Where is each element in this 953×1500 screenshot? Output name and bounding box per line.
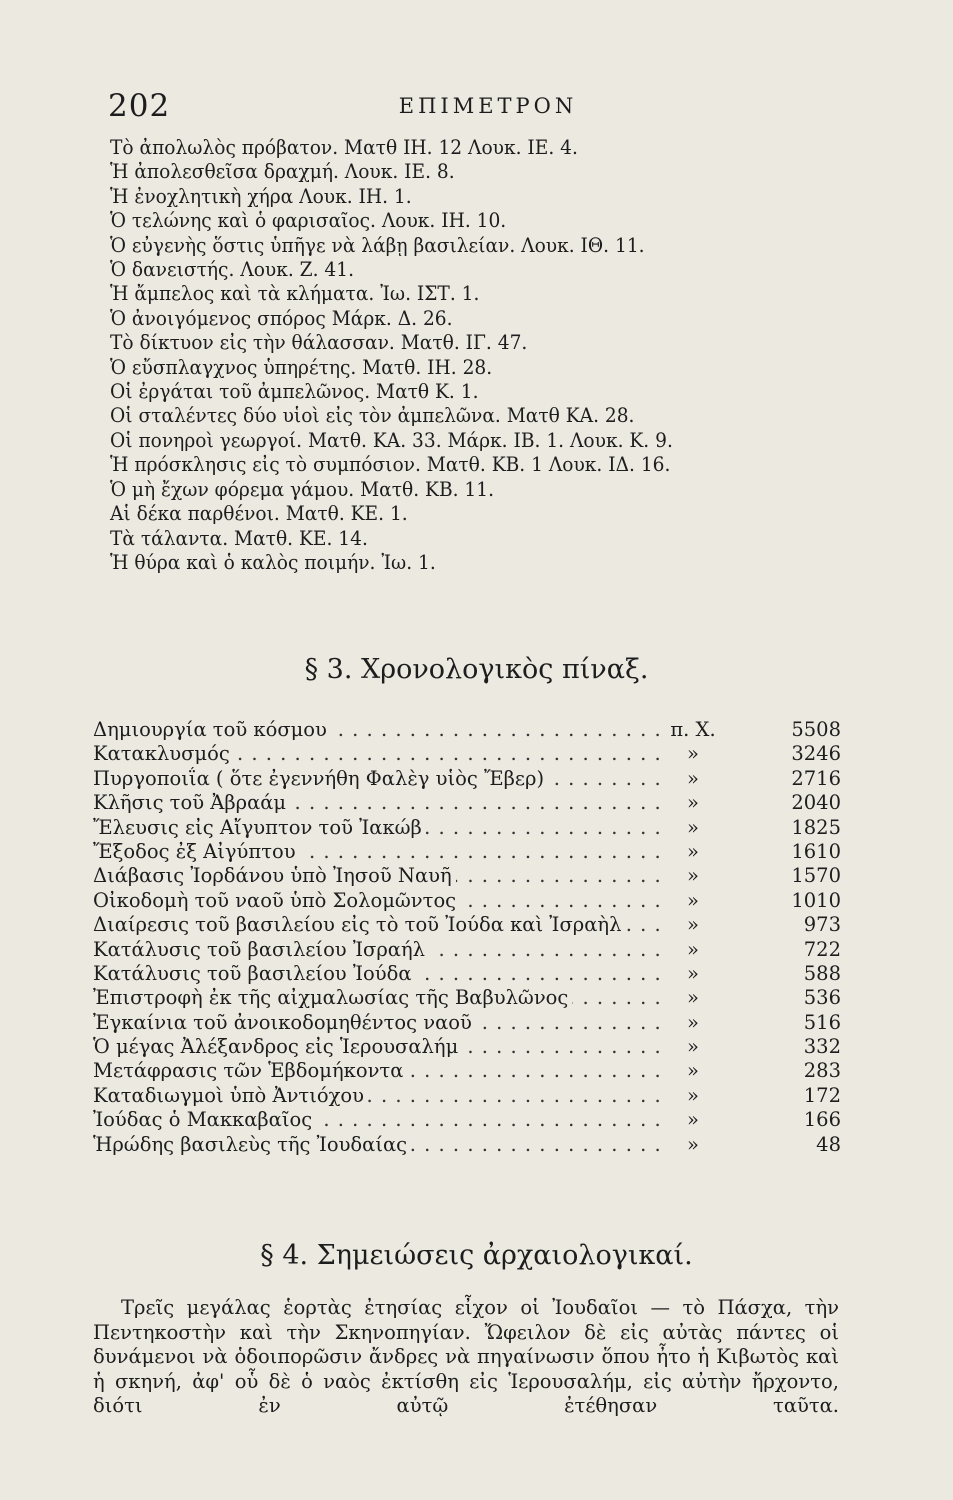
chronology-year: 283	[803, 1059, 841, 1083]
chronology-event-label: Διαίρεσις τοῦ βασιλείου εἰς τὸ τοῦ Ἰούδα καὶ Ἰσραὴλ	[93, 913, 625, 936]
chronology-era: »	[687, 1010, 699, 1034]
chronology-row	[93, 986, 841, 1010]
reference-line: Ἡ ἐνοχλητικὴ χήρα Λουκ. ΙΗ. 1.	[110, 183, 412, 208]
chronology-era: »	[687, 815, 699, 839]
chronology-era: »	[687, 1108, 699, 1132]
reference-line: Ὁ μὴ ἔχων φόρεμα γάμου. Ματθ. ΚΒ. 11.	[110, 476, 495, 501]
chronology-event-label: Ἐπιστροφὴ ἐκ τῆς αἰχμαλωσίας τῆς Βαβυλῶνος	[93, 986, 572, 1009]
chronology-event-label: Δημιουργία τοῦ κόσμου	[93, 718, 331, 741]
chronology-event	[93, 742, 665, 765]
chronology-event-label: Μετάφρασις τῶν Ἑβδομήκοντα	[93, 1059, 407, 1082]
chronology-event	[93, 938, 665, 961]
archaeological-notes	[93, 1296, 839, 1419]
chronological-table	[93, 718, 841, 1157]
chronology-event	[93, 1108, 665, 1131]
chronology-event-label: Ἰούδας ὁ Μακκαβαῖος	[93, 1108, 316, 1131]
chronology-era: »	[687, 888, 699, 912]
chronology-year: 1570	[791, 864, 841, 888]
chronology-year: 536	[803, 986, 841, 1010]
chronology-event	[93, 962, 665, 985]
reference-line: Οἱ πονηροὶ γεωργοί. Ματθ. ΚΑ. 33. Μάρκ. ΙΒ. 1. Λουκ. Κ. 9.	[110, 427, 673, 452]
chronology-year: 588	[803, 961, 841, 985]
chronology-year: 1010	[791, 888, 841, 912]
chronology-year: 2040	[791, 791, 841, 815]
chronology-year: 1825	[791, 815, 841, 839]
chronology-row	[93, 1059, 841, 1083]
chronology-event	[93, 840, 665, 863]
chronology-event-label: Κλῆσις τοῦ Ἀβραάμ	[93, 791, 290, 814]
chronology-event-label: Καταδιωγμοὶ ὑπὸ Ἀντιόχου	[93, 1084, 368, 1107]
chronology-event	[93, 1059, 665, 1082]
chronology-event-label: Διάβασις Ἰορδάνου ὑπὸ Ἰησοῦ Ναυῆ	[93, 864, 456, 887]
chronology-event-label: Ἡρώδης βασιλεὺς τῆς Ἰουδαίας	[93, 1133, 411, 1156]
chronology-row	[93, 1108, 841, 1132]
chronology-row	[93, 840, 841, 864]
chronology-event	[93, 889, 665, 912]
chronology-year: 5508	[791, 718, 841, 741]
chronology-era: π. Χ.	[670, 718, 716, 741]
chronology-event-label: Πυργοποιΐα ( ὅτε ἐγεννήθη Φαλὲγ υἱὸς Ἔβερ)	[93, 767, 548, 790]
chronology-era: »	[687, 1035, 699, 1059]
chronology-event	[93, 816, 665, 839]
chronology-year: 722	[803, 937, 841, 961]
chronology-event	[93, 913, 665, 936]
chronology-row	[93, 1084, 841, 1108]
chronology-era: »	[687, 791, 699, 815]
chronology-event	[93, 1035, 665, 1058]
chronology-era: »	[687, 864, 699, 888]
chronology-row	[93, 889, 841, 913]
chronology-row	[93, 816, 841, 840]
chronology-era: »	[687, 913, 699, 937]
notes-paragraph: Τρεῖς μεγάλας ἑορτὰς ἐτησίας εἶχον οἱ Ἰουδαῖοι — τὸ Πάσχα, τὴν Πεντηκοστὴν καὶ τὴν Σκηνοπηγίαν. Ὤφειλον δὲ εἰς αὐτὰς πάντες οἱ δυνάμενοι νὰ ὁδοιπορῶσιν ἄνδρες νὰ πηγαίνωσιν ὅπου ἦτο ἡ Κιβωτὸς καὶ ἡ σκηνή, ἀφ' οὗ δὲ ὁ ναὸς ἐκτίσθη εἰς Ἱερουσαλήμ, εἰς αὐτὴν ἤρχοντο, διότι ἐν αὐτῷ ἐτέθησαν ταῦτα.	[93, 1296, 839, 1418]
chronology-event-label: Οἰκοδομὴ τοῦ ναοῦ ὑπὸ Σολομῶντος	[93, 889, 460, 912]
reference-line: Τὸ ἀπολωλὸς πρόβατον. Ματθ ΙΗ. 12 Λουκ. ΙΕ. 4.	[110, 135, 578, 159]
section-4-heading: § 4. Σημειώσεις ἀρχαιολογικαί.	[260, 1240, 693, 1271]
chronology-era: »	[687, 986, 699, 1010]
chronology-event	[93, 767, 665, 790]
reference-line: Ἡ ἀπολεσθεῖσα δραχμή. Λουκ. ΙΕ. 8.	[110, 159, 455, 184]
reference-line: Ὁ δανειστής. Λουκ. Ζ. 41.	[110, 257, 354, 282]
chronology-event-label: Ὁ μέγας Ἀλέξανδρος εἰς Ἱερουσαλήμ	[93, 1035, 462, 1058]
section-3-heading: § 3. Χρονολογικὸς πίναξ.	[304, 654, 649, 685]
chronology-era: »	[687, 1132, 699, 1156]
chronology-year: 332	[803, 1035, 841, 1059]
chronology-row	[93, 718, 841, 742]
chronology-era: »	[687, 1083, 699, 1107]
chronology-event	[93, 1133, 665, 1156]
reference-line: Ὁ εὔσπλαγχνος ὑπηρέτης. Ματθ. ΙΗ. 28.	[110, 354, 493, 379]
reference-line: Ἡ πρόσκλησις εἰς τὸ συμπόσιον. Ματθ. ΚΒ. 1 Λουκ. ΙΔ. 16.	[110, 452, 671, 477]
reference-line: Ἡ θύρα καὶ ὁ καλὸς ποιμήν. Ἰω. 1.	[110, 549, 436, 574]
chronology-event-label: Κατακλυσμός	[93, 742, 234, 765]
chronology-row	[93, 913, 841, 937]
chronology-year: 2716	[791, 766, 841, 790]
chronology-year: 166	[803, 1108, 841, 1132]
chronology-row	[93, 742, 841, 766]
reference-line: Τὸ δίκτυον εἰς τὴν θάλασσαν. Ματθ. ΙΓ. 47.	[110, 330, 528, 355]
chronology-event-label: Κατάλυσις τοῦ βασιλείου Ἰούδα	[93, 962, 416, 985]
chronology-row	[93, 1035, 841, 1059]
chronology-era: »	[687, 937, 699, 961]
chronology-event	[93, 864, 665, 887]
chronology-year: 973	[803, 913, 841, 937]
chronology-row	[93, 938, 841, 962]
chronology-event	[93, 791, 665, 814]
chronology-event-label: Ἐγκαίνια τοῦ ἀνοικοδομηθέντος ναοῦ	[93, 1011, 476, 1034]
running-title: ΕΠΙΜΕΤΡΟΝ	[398, 94, 578, 118]
chronology-event	[93, 718, 665, 741]
chronology-event	[93, 1084, 665, 1107]
reference-line: Ὁ τελώνης καὶ ὁ φαρισαῖος. Λουκ. ΙΗ. 10.	[110, 208, 507, 233]
chronology-year: 3246	[791, 742, 841, 766]
chronology-event-label: Κατάλυσις τοῦ βασιλείου Ἰσραήλ	[93, 938, 429, 961]
chronology-era: »	[687, 766, 699, 790]
chronology-year: 516	[803, 1010, 841, 1034]
chronology-era: »	[687, 1059, 699, 1083]
reference-line: Ὁ εὐγενὴς ὅστις ὑπῆγε νὰ λάβῃ βασιλείαν. Λουκ. ΙΘ. 11.	[110, 232, 645, 257]
chronology-era: »	[687, 742, 699, 766]
chronology-row	[93, 864, 841, 888]
reference-line: Ἡ ἄμπελος καὶ τὰ κλήματα. Ἰω. ΙΣΤ. 1.	[110, 281, 480, 306]
chronology-era: »	[687, 961, 699, 985]
chronology-row	[93, 767, 841, 791]
parable-reference-list	[110, 135, 850, 574]
chronology-event-label: Ἔξοδος ἐξ Αἰγύπτου	[93, 840, 300, 863]
chronology-event	[93, 1011, 665, 1034]
chronology-year: 48	[816, 1132, 841, 1156]
chronology-row	[93, 791, 841, 815]
reference-line: Οἱ ἐργάται τοῦ ἀμπελῶνος. Ματθ Κ. 1.	[110, 379, 479, 404]
reference-line: Τὰ τάλαντα. Ματθ. ΚΕ. 14.	[110, 525, 368, 550]
chronology-row	[93, 962, 841, 986]
chronology-row	[93, 1011, 841, 1035]
page-header	[108, 88, 868, 128]
chronology-era: »	[687, 839, 699, 863]
reference-line: Οἱ σταλέντες δύο υἱοὶ εἰς τὸν ἀμπελῶνα. Ματθ ΚΑ. 28.	[110, 403, 635, 428]
reference-line: Αἱ δέκα παρθένοι. Ματθ. ΚΕ. 1.	[110, 501, 408, 526]
page-number: 202	[108, 88, 171, 124]
chronology-year: 1610	[791, 839, 841, 863]
chronology-event	[93, 986, 665, 1009]
chronology-row	[93, 1133, 841, 1157]
chronology-year: 172	[803, 1083, 841, 1107]
chronology-event-label: Ἔλευσις εἰς Αἴγυπτον τοῦ Ἰακώβ	[93, 816, 426, 839]
reference-line: Ὁ ἀνοιγόμενος σπόρος Μάρκ. Δ. 26.	[110, 305, 453, 330]
